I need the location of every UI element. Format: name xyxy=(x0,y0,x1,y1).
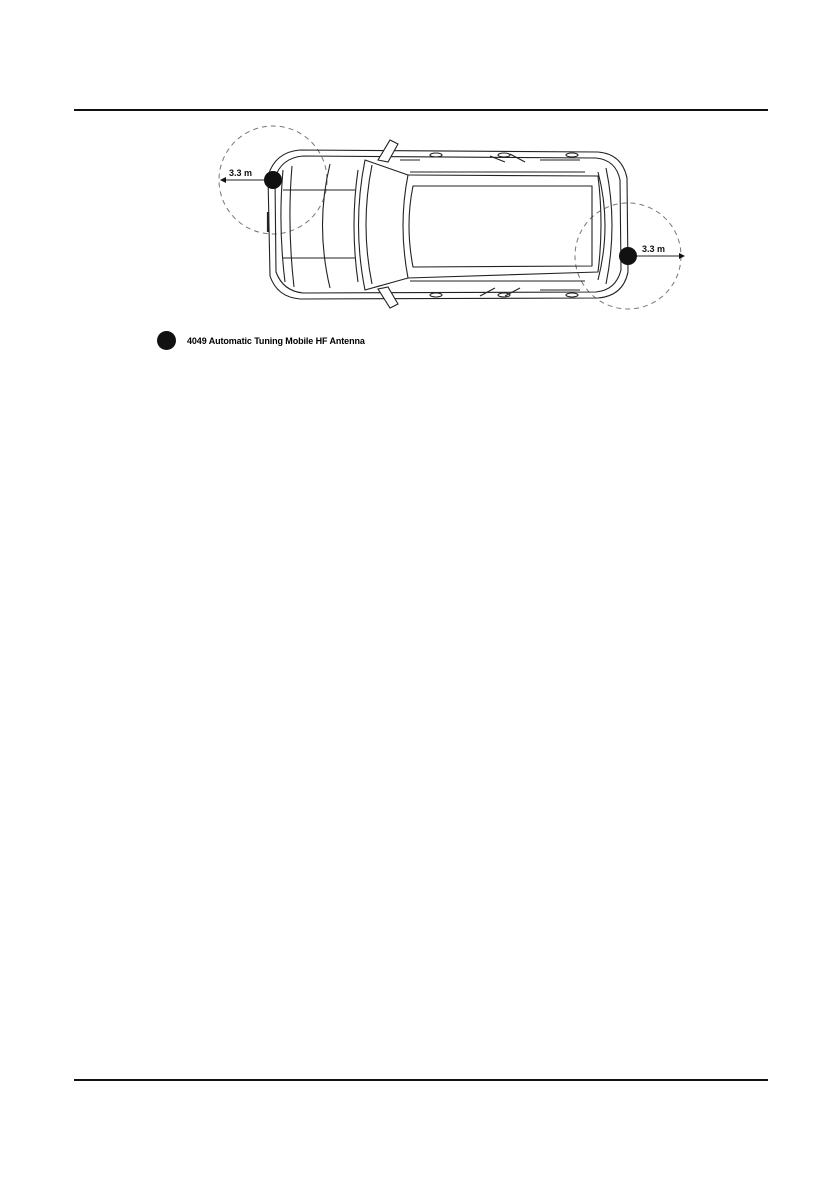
rear-antenna-marker xyxy=(619,247,637,265)
footer-rule xyxy=(74,1079,768,1081)
right-mirror xyxy=(378,287,398,308)
vehicle-antenna-diagram xyxy=(0,0,840,400)
antenna-marker-icon xyxy=(157,331,176,350)
legend xyxy=(157,331,365,350)
front-distance-label: 3.3 m xyxy=(229,168,253,178)
legend-label: 4049 Automatic Tuning Mobile HF Antenna xyxy=(187,335,365,346)
front-antenna-marker xyxy=(264,171,282,189)
vehicle-top-view xyxy=(268,150,628,299)
rear-distance-label: 3.3 m xyxy=(642,244,666,254)
